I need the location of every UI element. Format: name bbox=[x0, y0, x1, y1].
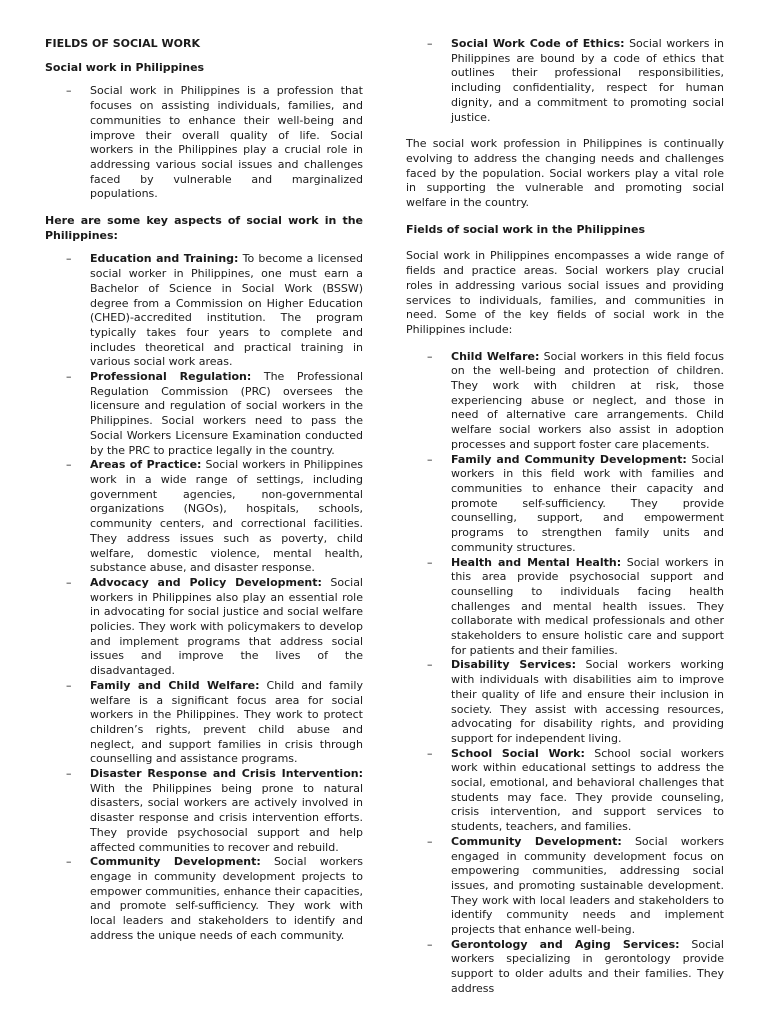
item-text: The Professional Regulation Commission (PRC) oversees the licensure and regulation of social workers in the Philippines. Social workers need to pass the Social Workers Licensure Examination conducted by the PRC to practice legally in the country. bbox=[90, 370, 364, 457]
list-item bbox=[406, 938, 724, 997]
list-item bbox=[406, 453, 724, 556]
item-term: Child Welfare: bbox=[451, 349, 540, 363]
evolving-paragraph: The social work profession in Philippines is continually evolving to address the changing needs and challenges faced by the population. Social workers play a vital role in supporting the vulnerable and promoting social welfare in the country. bbox=[406, 137, 724, 210]
intro-list bbox=[45, 84, 363, 202]
item-text: Child and family welfare is a significant focus area for social workers in the Philippines. They work to protect children’s rights, prevent child abuse and neglect, and support families in crisis through counselling and assistance programs. bbox=[90, 678, 363, 766]
item-term: Professional Regulation: bbox=[90, 370, 252, 384]
item-term: Areas of Practice: bbox=[90, 458, 202, 472]
list-item bbox=[406, 37, 724, 125]
aspects-heading: Here are some key aspects of social work in the Philippines: bbox=[45, 214, 363, 242]
item-term: Social Work Code of Ethics: bbox=[451, 37, 625, 50]
fields-heading: Fields of social work in the Philippines bbox=[406, 222, 646, 236]
section-subtitle: Social work in Philippines bbox=[45, 60, 205, 74]
item-text: Social workers working with individuals with disabilities aim to improve their quality of life and ensure their inclusion in society. They assist with accessing resources, advocating for disability rights, and providing support for independent living. bbox=[451, 658, 724, 745]
item-text: With the Philippines being prone to natural disasters, social workers are actively involved in disaster response and crisis intervention efforts. They provide psychosocial support and help affected communities to recover and rebuild. bbox=[90, 781, 363, 854]
item-text: School social workers work within educational settings to address the social, emotional, and behavioral challenges that students may face. They provide counseling, crisis intervention, and support services to students, teachers, and families. bbox=[451, 746, 724, 834]
list-item bbox=[45, 767, 363, 855]
left-column bbox=[45, 37, 363, 951]
list-item bbox=[45, 679, 363, 767]
item-term: Disability Services: bbox=[451, 658, 576, 672]
item-term: Community Development: bbox=[451, 834, 622, 848]
list-item bbox=[45, 370, 363, 458]
list-item bbox=[406, 556, 724, 659]
item-term: Health and Mental Health: bbox=[451, 555, 622, 569]
list-item bbox=[406, 747, 724, 835]
item-term: Family and Community Development: bbox=[451, 452, 687, 466]
item-text: Social workers in this field work with families and communities to enhance their capacity and promote self-sufficiency. They provide counselling, support, and empowerment programs to strengthen family units and community structures. bbox=[451, 452, 724, 554]
list-item bbox=[45, 252, 363, 370]
list-item bbox=[45, 855, 363, 943]
item-text: To become a licensed social worker in Philippines, one must earn a Bachelor of Science in Social Work (BSSW) degree from a Commission on Higher Education (CHED)-accredited institution. The program typically takes four years to complete and includes theoretical and practical training in various social work areas. bbox=[90, 252, 363, 369]
list-item bbox=[45, 576, 363, 679]
item-term: Disaster Response and Crisis Intervention: bbox=[90, 767, 363, 781]
item-term: Community Development: bbox=[90, 855, 261, 869]
right-column bbox=[406, 37, 724, 1005]
item-text: Social workers in this area provide psychosocial support and counselling to individuals facing health challenges and mental health issues. They collaborate with medical professionals and other stakeholders to ensure holistic care and support for patients and their families. bbox=[451, 555, 724, 657]
item-text: Social workers in this field focus on the well-being and protection of children. They work with children at risk, those experiencing abuse or neglect, and those in need of alternative care arrangements. Child welfare social workers also assist in adoption processes and support foster care placements. bbox=[451, 349, 724, 451]
fields-list bbox=[406, 350, 724, 997]
list-item bbox=[406, 350, 724, 453]
item-text: Social workers specializing in gerontology provide support to older adults and their families. They address bbox=[451, 937, 724, 995]
list-item bbox=[45, 458, 363, 576]
item-term: School Social Work: bbox=[451, 746, 585, 760]
item-term: Advocacy and Policy Development: bbox=[90, 575, 322, 589]
item-term: Education and Training: bbox=[90, 252, 239, 266]
document-title: FIELDS OF SOCIAL WORK bbox=[45, 37, 200, 50]
item-term: Gerontology and Aging Services: bbox=[451, 937, 680, 951]
ethics-list bbox=[406, 37, 724, 125]
aspects-list bbox=[45, 252, 363, 943]
item-term: Family and Child Welfare: bbox=[90, 678, 260, 692]
list-item bbox=[406, 835, 724, 938]
list-item bbox=[406, 658, 724, 746]
item-text: Social workers in Philippines are bound by a code of ethics that outlines their professional responsibilities, including confidentiality, respect for human dignity, and a commitment to promoting social justice. bbox=[451, 37, 725, 124]
item-text: Social workers engaged in community development focus on empowering communities, addressing social issues, and promoting sustainable development. They work with local leaders and stakeholders to identify community needs and implement projects that enhance well-being. bbox=[451, 834, 724, 937]
intro-paragraph: – Social work in Philippines is a profession that focuses on assisting individuals, families, and communities to enhance their well-being and improve their overall quality of life. Social workers in the Philippines play a crucial role in addressing various social issues and challenges faced by vulnerable and marginalized populations. bbox=[45, 84, 363, 202]
item-text: Social workers in Philippines work in a wide range of settings, including government agencies, non-governmental organizations (NGOs), hospitals, schools, community centers, and correctional facilities. They address issues such as poverty, child welfare, domestic violence, mental health, substance abuse, and disaster response. bbox=[90, 458, 364, 575]
item-text: Social workers engage in community development projects to empower communities, enhance their capacities, and promote self-sufficiency. They work with local leaders and stakeholders to identify and address the unique needs of each community. bbox=[90, 855, 363, 942]
fields-intro-paragraph: Social work in Philippines encompasses a wide range of fields and practice areas. Social workers play crucial roles in addressing various social issues and providing services to individuals, families, and communities in need. Some of the key fields of social work in the Philippines include: bbox=[406, 249, 724, 336]
item-text: Social workers in Philippines also play an essential role in advocating for social justice and social welfare policies. They work with policymakers to develop and implement programs that address social issues and improve the lives of the disadvantaged. bbox=[90, 575, 363, 678]
